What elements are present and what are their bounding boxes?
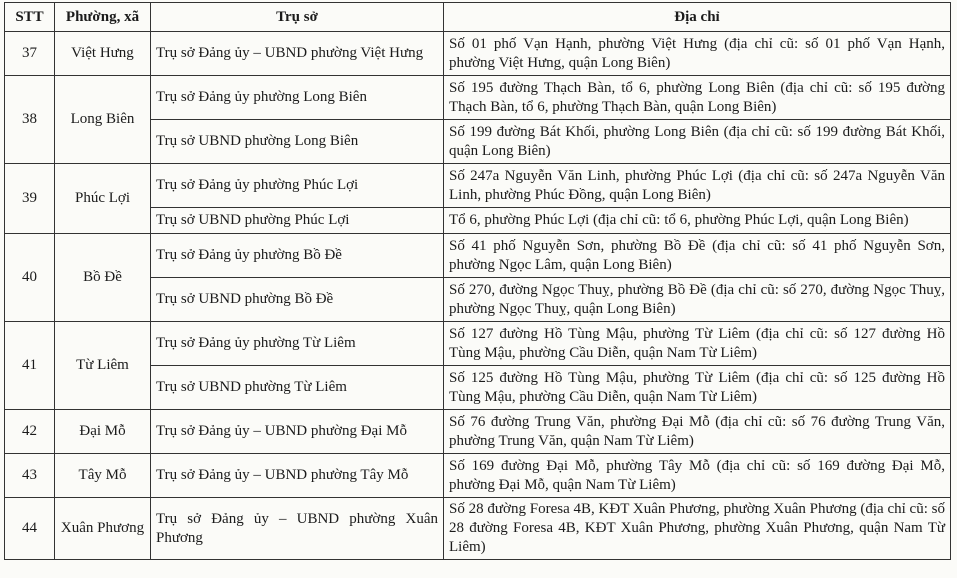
- ward-cell: Từ Liêm: [55, 322, 151, 410]
- table-row: [5, 234, 951, 278]
- stt-cell: 42: [5, 410, 55, 454]
- address-cell: Số 270, đường Ngọc Thuỵ, phường Bồ Đề (địa chỉ cũ: số 270, đường Ngọc Thuỵ, phường Ngọc Thuỵ, quận Long Biên): [444, 278, 951, 322]
- stt-cell: 39: [5, 164, 55, 234]
- address-cell: Số 28 đường Foresa 4B, KĐT Xuân Phương, phường Xuân Phương (địa chỉ cũ: số 28 đường Foresa 4B, KĐT Xuân Phương, phường Xuân Phương, quận Nam Từ Liêm): [444, 498, 951, 560]
- address-cell: Số 01 phố Vạn Hạnh, phường Việt Hưng (địa chỉ cũ: số 01 phố Vạn Hạnh, phường Việt Hưng, quận Long Biên): [444, 32, 951, 76]
- ward-cell: Phúc Lợi: [55, 164, 151, 234]
- table-row: [5, 76, 951, 120]
- address-cell: Số 195 đường Thạch Bàn, tổ 6, phường Long Biên (địa chỉ cũ: số 195 đường Thạch Bàn, tổ 6, phường Thạch Bàn, quận Long Biên): [444, 76, 951, 120]
- address-cell: Số 76 đường Trung Văn, phường Đại Mỗ (địa chỉ cũ: số 76 đường Trung Văn, phường Trung Văn, quận Nam Từ Liêm): [444, 410, 951, 454]
- address-cell: Số 199 đường Bát Khối, phường Long Biên (địa chỉ cũ: số 199 đường Bát Khối, quận Long Biên): [444, 120, 951, 164]
- ward-cell: Việt Hưng: [55, 32, 151, 76]
- table-row: [5, 322, 951, 366]
- hq-cell: Trụ sở UBND phường Từ Liêm: [151, 366, 444, 410]
- header-hq: Trụ sở: [151, 3, 444, 32]
- hq-cell: Trụ sở Đảng ủy – UBND phường Việt Hưng: [151, 32, 444, 76]
- header-stt: STT: [5, 3, 55, 32]
- hq-cell: Trụ sở Đảng ủy phường Bồ Đề: [151, 234, 444, 278]
- ward-cell: Đại Mỗ: [55, 410, 151, 454]
- header-ward: Phường, xã: [55, 3, 151, 32]
- hq-cell: Trụ sở UBND phường Bồ Đề: [151, 278, 444, 322]
- ward-cell: Tây Mỗ: [55, 454, 151, 498]
- hq-cell: Trụ sở UBND phường Phúc Lợi: [151, 208, 444, 234]
- ward-office-table: [4, 2, 951, 560]
- hq-cell: Trụ sở Đảng ủy phường Phúc Lợi: [151, 164, 444, 208]
- stt-cell: 37: [5, 32, 55, 76]
- address-cell: Tổ 6, phường Phúc Lợi (địa chỉ cũ: tổ 6, phường Phúc Lợi, quận Long Biên): [444, 208, 951, 234]
- address-cell: Số 247a Nguyễn Văn Linh, phường Phúc Lợi (địa chỉ cũ: số 247a Nguyễn Văn Linh, phường Phúc Đồng, quận Long Biên): [444, 164, 951, 208]
- table-row: [5, 454, 951, 498]
- table-row: [5, 32, 951, 76]
- stt-cell: 43: [5, 454, 55, 498]
- ward-cell: Long Biên: [55, 76, 151, 164]
- ward-cell: Bồ Đề: [55, 234, 151, 322]
- address-cell: Số 41 phố Nguyễn Sơn, phường Bồ Đề (địa chỉ cũ: số 41 phố Nguyễn Sơn, phường Ngọc Lâm, quận Long Biên): [444, 234, 951, 278]
- address-cell: Số 127 đường Hồ Tùng Mậu, phường Từ Liêm (địa chỉ cũ: số 127 đường Hồ Tùng Mậu, phường Cầu Diễn, quận Nam Từ Liêm): [444, 322, 951, 366]
- ward-cell: Xuân Phương: [55, 498, 151, 560]
- table-row: [5, 410, 951, 454]
- stt-cell: 40: [5, 234, 55, 322]
- document-page: [4, 2, 950, 560]
- hq-cell: Trụ sở Đảng ủy phường Từ Liêm: [151, 322, 444, 366]
- stt-cell: 38: [5, 76, 55, 164]
- hq-cell: Trụ sở Đảng ủy phường Long Biên: [151, 76, 444, 120]
- table-row: [5, 498, 951, 560]
- table-header-row: [5, 3, 951, 32]
- header-address: Địa chỉ: [444, 3, 951, 32]
- stt-cell: 44: [5, 498, 55, 560]
- hq-cell: Trụ sở Đảng ủy – UBND phường Xuân Phương: [151, 498, 444, 560]
- hq-cell: Trụ sở UBND phường Long Biên: [151, 120, 444, 164]
- hq-cell: Trụ sở Đảng ủy – UBND phường Tây Mỗ: [151, 454, 444, 498]
- stt-cell: 41: [5, 322, 55, 410]
- table-row: [5, 164, 951, 208]
- address-cell: Số 125 đường Hồ Tùng Mậu, phường Từ Liêm (địa chỉ cũ: số 125 đường Hồ Tùng Mậu, phường Cầu Diễn, quận Nam Từ Liêm): [444, 366, 951, 410]
- address-cell: Số 169 đường Đại Mỗ, phường Tây Mỗ (địa chỉ cũ: số 169 đường Đại Mỗ, phường Đại Mỗ, quận Nam Từ Liêm): [444, 454, 951, 498]
- hq-cell: Trụ sở Đảng ủy – UBND phường Đại Mỗ: [151, 410, 444, 454]
